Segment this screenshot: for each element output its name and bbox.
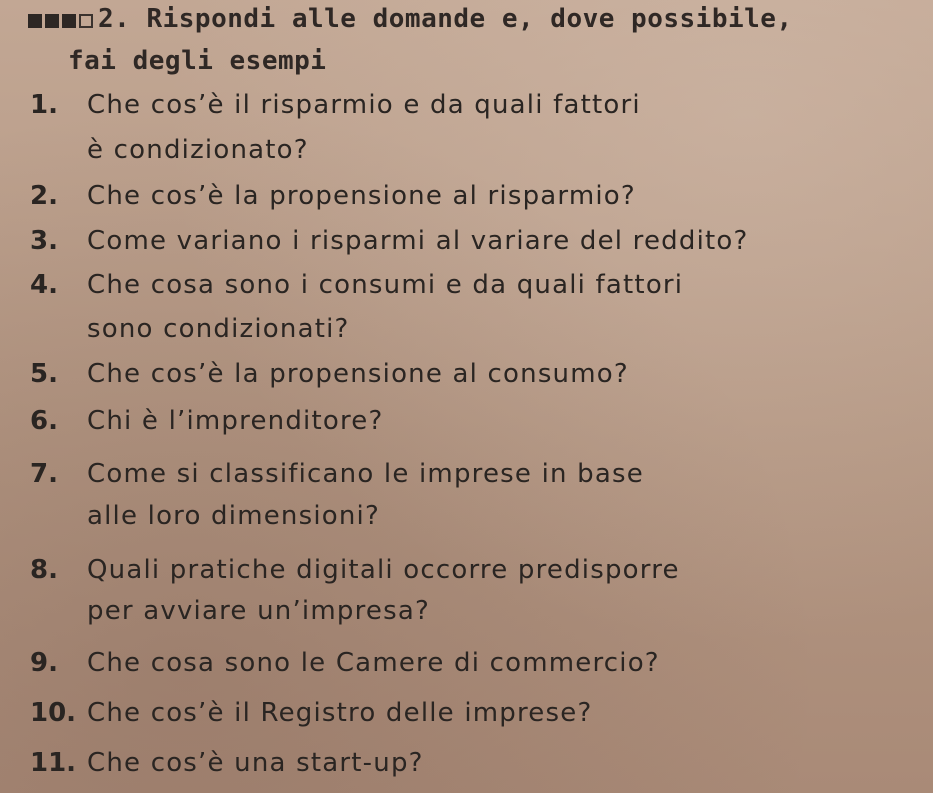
question-number: 2. — [30, 181, 58, 211]
question-text-continuation: per avviare un’impresa? — [87, 596, 430, 626]
question-text: Che cos’è il risparmio e da quali fattori — [87, 90, 641, 120]
difficulty-indicator — [28, 14, 93, 28]
question-number: 7. — [30, 459, 58, 489]
question-text: Che cos’è una start-up? — [87, 748, 424, 778]
question-item — [30, 228, 749, 254]
question-item — [30, 700, 592, 726]
question-number: 6. — [30, 406, 58, 436]
difficulty-empty-square-icon — [79, 14, 93, 28]
question-number: 3. — [30, 226, 58, 256]
question-item — [30, 650, 660, 676]
question-text: Come si classificano le imprese in base — [87, 459, 644, 489]
question-number: 8. — [30, 555, 58, 585]
question-number: 1. — [30, 90, 58, 120]
question-text: Che cosa sono le Camere di commercio? — [87, 648, 660, 678]
difficulty-filled-square-icon — [62, 14, 76, 28]
difficulty-filled-square-icon — [28, 14, 42, 28]
question-number: 9. — [30, 648, 58, 678]
question-text: Che cos’è il Registro delle imprese? — [87, 698, 593, 728]
question-text: Che cos’è la propensione al risparmio? — [87, 181, 636, 211]
question-text: Come variano i risparmi al variare del reddito? — [87, 226, 749, 256]
question-number: 5. — [30, 359, 58, 389]
question-text: Che cosa sono i consumi e da quali fattori — [87, 270, 684, 300]
question-text: Che cos’è la propensione al consumo? — [87, 359, 629, 389]
question-text-continuation: alle loro dimensioni? — [87, 501, 380, 531]
question-item — [30, 750, 424, 776]
question-item — [30, 361, 629, 387]
exercise-title: 2. Rispondi alle domande e, dove possibile, — [98, 4, 793, 34]
question-number: 10. — [30, 698, 77, 728]
question-item — [30, 557, 680, 583]
question-item — [30, 183, 636, 209]
question-text-continuation: sono condizionati? — [87, 314, 350, 344]
question-number: 4. — [30, 270, 58, 300]
question-number: 11. — [30, 748, 77, 778]
question-text: Chi è l’imprenditore? — [87, 406, 384, 436]
exercise-subtitle: fai degli esempi — [68, 46, 327, 76]
question-item — [30, 272, 683, 298]
question-text-continuation: è condizionato? — [87, 135, 309, 165]
difficulty-filled-square-icon — [45, 14, 59, 28]
question-text: Quali pratiche digitali occorre predisporre — [87, 555, 680, 585]
question-item — [30, 408, 383, 434]
question-item — [30, 461, 644, 487]
question-item — [30, 92, 641, 118]
